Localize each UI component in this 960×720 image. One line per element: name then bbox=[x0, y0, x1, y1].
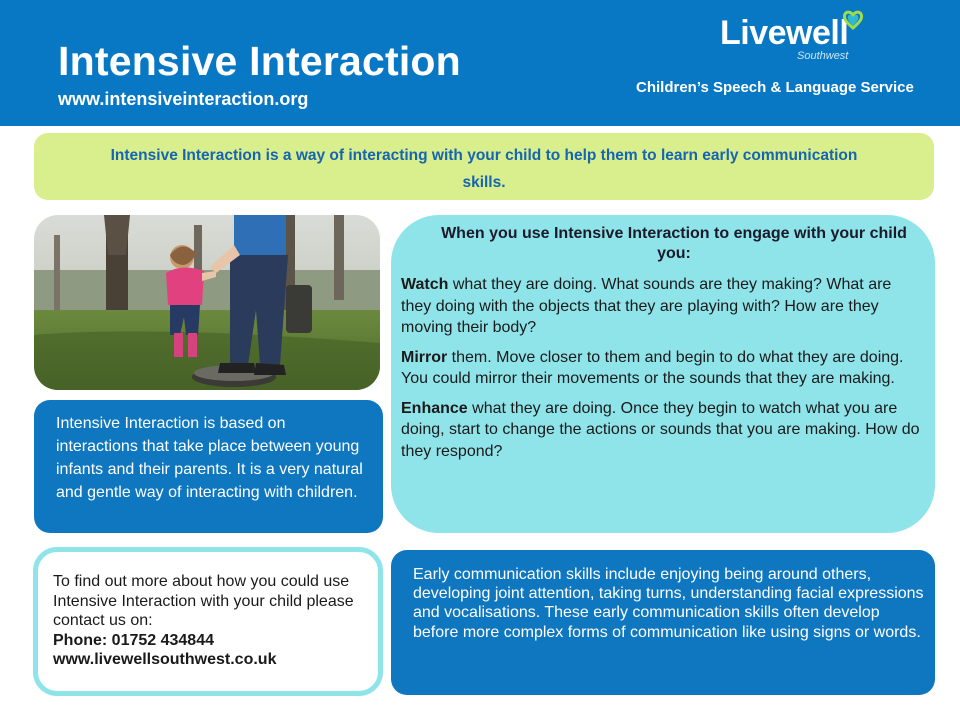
mirror-label: Mirror bbox=[401, 348, 448, 366]
watch-label: Watch bbox=[401, 276, 449, 293]
intro-text: Intensive Interaction is a way of interacting with your child to help them to learn early communication skills. bbox=[110, 147, 858, 191]
service-name: Children’s Speech & Language Service bbox=[636, 79, 914, 96]
header-banner bbox=[0, 0, 960, 126]
park-photo bbox=[34, 215, 380, 390]
based-on-box bbox=[34, 400, 383, 533]
watch-text: what they are doing. What sounds are they making? What are they doing with the objects that they are playing with? How are they moving their body? bbox=[401, 276, 892, 336]
intro-banner bbox=[34, 133, 934, 200]
early-skills-text: Early communication skills include enjoying being around others, developing joint attention, taking turns, understanding facial expressions and vocalisations. These early communication skills often develop before more complex forms of communication like using signs or words. bbox=[413, 566, 924, 641]
enhance-text: what they are doing. Once they begin to watch what you are doing, start to change the actions or sounds that you are making. How do they respond? bbox=[401, 399, 920, 460]
based-on-text: Intensive Interaction is based on interactions that take place between young infants and their parents. It is a very natural and gentle way of interacting with children. bbox=[56, 415, 363, 501]
park-photo-illustration bbox=[34, 215, 380, 390]
contact-text: To find out more about how you could use Intensive Interaction with your child please contact us on: bbox=[53, 573, 354, 629]
engage-heading: When you use Intensive Interaction to engage with your child you: bbox=[441, 225, 907, 262]
contact-phone[interactable]: Phone: 01752 434844 bbox=[53, 631, 214, 649]
mirror-text: them. Move closer to them and begin to do what they are doing. You could mirror their movements or the sounds that they are making. bbox=[401, 348, 904, 387]
logo-subtitle: Southwest bbox=[797, 50, 849, 62]
website-link[interactable]: www.intensiveinteraction.org bbox=[58, 89, 309, 109]
mirror-paragraph bbox=[401, 347, 921, 390]
page-title: Intensive Interaction bbox=[58, 38, 461, 84]
early-skills-box bbox=[391, 550, 935, 695]
logo-wordmark: Livewell bbox=[720, 14, 849, 52]
enhance-paragraph bbox=[401, 398, 921, 463]
contact-box bbox=[33, 547, 383, 696]
enhance-label: Enhance bbox=[401, 399, 468, 417]
contact-website[interactable]: www.livewellsouthwest.co.uk bbox=[53, 651, 277, 668]
logo-heart-icon bbox=[840, 6, 866, 32]
engage-box bbox=[391, 215, 935, 533]
watch-paragraph bbox=[401, 274, 921, 339]
